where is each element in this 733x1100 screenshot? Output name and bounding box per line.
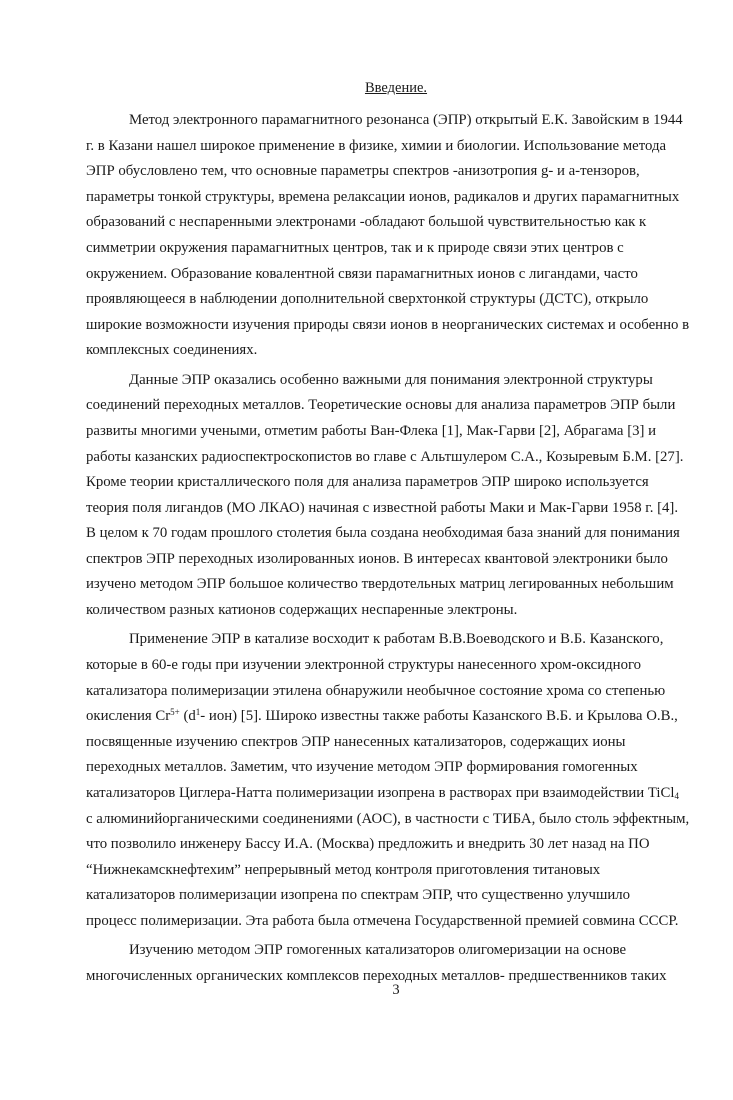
text-line: многочисленных органических комплексов переходных металлов- предшественников таких bbox=[86, 967, 667, 984]
text-line: которые в 60-е годы при изучении электронной структуры нанесенного хром-оксидного bbox=[86, 657, 642, 674]
text-line: что позволило инженеру Бассу И.А. (Москва) предложить и внедрить 30 лет назад на ПО bbox=[86, 836, 650, 853]
superscript-oxidation-state: 5+ bbox=[170, 707, 180, 718]
document-page bbox=[86, 0, 706, 1100]
text-fragment: окисления Cr bbox=[86, 708, 171, 725]
text-line: изучено методом ЭПР большое количество твердотельных матриц легированных небольшим bbox=[86, 576, 674, 593]
text-line: соединений переходных металлов. Теоретические основы для анализа параметров ЭПР были bbox=[86, 397, 676, 414]
text-line: спектров ЭПР переходных изолированных ионов. В интересах квантовой электроники было bbox=[86, 550, 668, 567]
text-line: теория поля лигандов (МО ЛКАО) начиная с известной работы Маки и Мак-Гарви 1958 г. [4]. bbox=[86, 499, 679, 516]
text-fragment: - ион) [5]. Широко известны также работы Казанского В.Б. и Крылова О.В., bbox=[200, 708, 678, 725]
text-line-with-formula bbox=[86, 781, 698, 807]
paragraph-2 bbox=[86, 368, 698, 624]
paragraph-1 bbox=[86, 108, 698, 364]
text-line-with-formula bbox=[86, 704, 698, 730]
text-line: Кроме теории кристаллического поля для анализа параметров ЭПР широко используется bbox=[86, 474, 649, 491]
text-line: процесс полимеризации. Эта работа была отмечена Государственной премией совмина СССР. bbox=[86, 913, 679, 929]
text-line: посвященные изучению спектров ЭПР нанесенных катализаторов, содержащих ионы bbox=[86, 733, 626, 750]
text-line: В целом к 70 годам прошлого столетия была создана необходимая база знаний для понимания bbox=[86, 525, 680, 542]
text-line: Применение ЭПР в катализе восходит к работам В.В.Воеводского и В.Б. Казанского, bbox=[129, 631, 664, 648]
text-line: катализаторов полимеризации изопрена по спектрам ЭПР, что существенно улучшило bbox=[86, 887, 631, 904]
text-line: параметры тонкой структуры, времена релаксации ионов, радикалов и других парамагнитных bbox=[86, 188, 680, 205]
text-line: Изучению методом ЭПР гомогенных катализаторов олигомеризации на основе bbox=[129, 942, 627, 959]
text-fragment: (d bbox=[179, 708, 196, 725]
text-line: с алюминийорганическими соединениями (АОС), в частности с ТИБА, было столь эффектным, bbox=[86, 810, 690, 827]
text-line: “Нижнекамскнефтехим” непрерывный метод контроля приготовления титановых bbox=[86, 861, 601, 878]
section-heading: Введение. bbox=[364, 80, 428, 96]
text-line: развиты многими учеными, отметим работы Ван-Флека [1], Мак-Гарви [2], Абрагама [3] и bbox=[86, 422, 657, 439]
page-number: 3 bbox=[392, 982, 400, 998]
subscript-chlorine-count: 4 bbox=[674, 791, 679, 802]
text-line: переходных металлов. Заметим, что изучение методом ЭПР формирования гомогенных bbox=[86, 759, 638, 776]
text-line: ЭПР обусловлено тем, что основные параметры спектров -анизотропия g- и а-тензоров, bbox=[86, 163, 640, 180]
text-line: симметрии окружения парамагнитных центров, так и к природе связи этих центров с bbox=[86, 239, 624, 256]
text-line: Данные ЭПР оказались особенно важными для понимания электронной структуры bbox=[129, 371, 653, 388]
text-line: образований с неспаренными электронами -обладают большой чувствительностью как к bbox=[86, 214, 647, 231]
text-line: широкие возможности изучения природы связи ионов в неорганических системах и особенно в bbox=[86, 316, 690, 333]
superscript-electron-config: 1 bbox=[195, 707, 201, 718]
text-line: комплексных соединениях. bbox=[86, 342, 258, 359]
text-line: работы казанских радиоспектроскопистов во главе с Альтшулером С.А., Козыревым Б.М. [27]. bbox=[86, 448, 684, 465]
text-line: Метод электронного парамагнитного резонанса (ЭПР) открытый Е.К. Завойским в 1944 bbox=[129, 112, 683, 128]
text-fragment: катализаторов Циглера-Натта полимеризации изопрена в растворах при взаимодействии TiCl bbox=[86, 785, 675, 802]
body-text bbox=[86, 108, 698, 993]
text-line: проявляющееся в наблюдении дополнительной сверхтонкой структуры (ДСТС), открыло bbox=[86, 291, 649, 308]
text-line: количеством разных катионов содержащих неспаренные электроны. bbox=[86, 602, 518, 619]
text-line: г. в Казани нашел широкое применение в физике, химии и биологии. Использование метода bbox=[86, 137, 667, 154]
text-line: катализатора полимеризации этилена обнаружили необычное состояние хрома со степенью bbox=[86, 682, 666, 699]
text-line: окружением. Образование ковалентной связи парамагнитных ионов с лигандами, часто bbox=[86, 265, 638, 282]
paragraph-3 bbox=[86, 627, 698, 934]
